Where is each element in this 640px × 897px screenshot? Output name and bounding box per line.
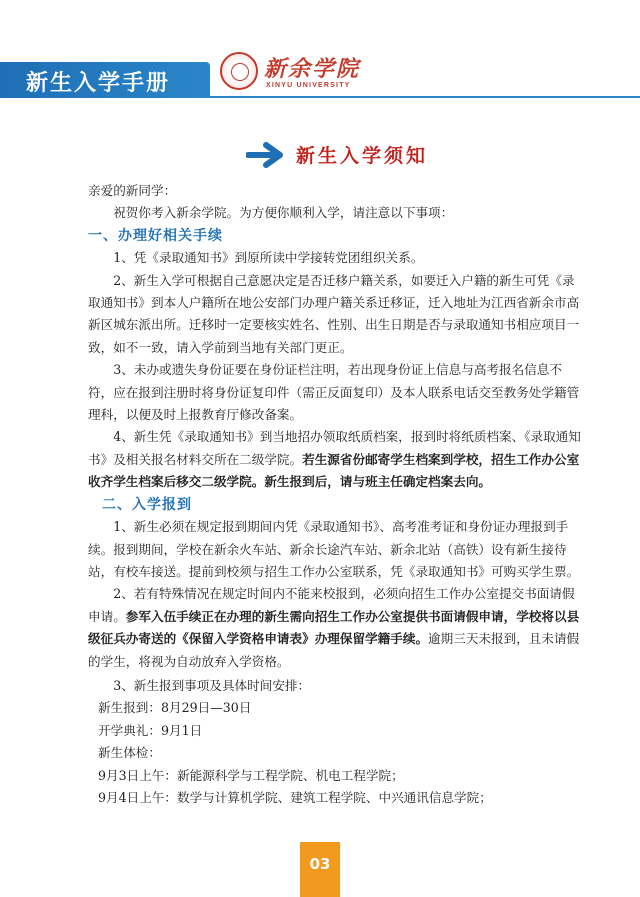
section-1-item-3: 3、未办或遗失身份证要在身份证栏注明，若出现身份证上信息与高考报名信息不符，应在报到注册时将身份证复印件（需正反面复印）及本人联系电话交至教务处学籍管理科，以便及时上报教育厅修改备案。 <box>88 362 580 423</box>
university-logo <box>220 52 380 96</box>
header-divider <box>210 96 640 98</box>
schedule-line: 开学典礼：9月1日 <box>98 722 203 738</box>
logo-english-name: XINYU UNIVERSITY <box>266 82 351 89</box>
header-bar <box>0 0 640 110</box>
section-2-item-2-emphasis: 参军入伍手续正在办理的新生需向招生工作办公室提供书面请假申请，学校将以县级征兵办寄送的《保留入学资格申请表》办理保留学籍手续。 <box>88 608 580 647</box>
schedule-line: 新生报到：8月29日—30日 <box>98 700 252 716</box>
university-seal-icon <box>220 52 258 90</box>
section-1-title: 一、办理好相关手续 <box>88 227 223 244</box>
section-1-item-1: 1、凭《录取通知书》到原所读中学接转党团组织关系。 <box>113 250 424 266</box>
section-2-item-3: 3、新生报到事项及具体时间安排： <box>113 677 311 693</box>
page-number: 03 <box>300 842 340 897</box>
section-2-item-2-tail: 逾期三天未报到，且未请假的学生，将视为自动放弃入学资格。 <box>88 631 580 669</box>
logo-chinese-name: 新余学院 <box>264 56 361 82</box>
section-1-item-2: 2、新生入学可根据自己意愿决定是否迁移户籍关系，如要迁入户籍的新生可凭《录取通知书》到本人户籍所在地公安部门办理户籍关系迁移证，迁入地址为江西省新余市高新区城东派出所。迁移时一定要核实姓名、性别、出生日期是否与录取通知书相应项目一致，如不一致，请入学前到当地有关部门更正。 <box>88 272 580 355</box>
section-1-item-4 <box>88 426 584 493</box>
section-1-item-4-text: 4、新生凭《录取通知书》到当地招办领取纸质档案，报到时将纸质档案、《录取通知书》及相关报名材料交所在二级学院。 <box>88 429 581 467</box>
section-1-item-4-emphasis: 若生源省份邮寄学生档案到学校，招生工作办公室收齐学生档案后移交二级学院。新生报到后，请与班主任确定档案去向。 <box>88 451 580 490</box>
section-2-item-2 <box>88 583 584 673</box>
section-2-title: 二、入学报到 <box>102 496 192 513</box>
intro-paragraph: 祝贺你考入新余学院。为方便你顺利入学，请注意以下事项： <box>113 205 454 221</box>
arrow-right-icon <box>246 142 286 168</box>
section-2-item-2-text: 2、若有特殊情况在规定时间内不能来校报到，必须向招生工作办公室提交书面请假申请。 <box>88 586 575 624</box>
section-heading <box>246 141 428 168</box>
schedule-line: 9月3日上午：新能源科学与工程学院、机电工程学院； <box>98 767 404 783</box>
schedule-line: 新生体检： <box>98 745 161 761</box>
section-2-item-1: 1、新生必须在规定报到期间内凭《录取通知书》、高考准考证和身份证办理报到手续。报到期间，学校在新余火车站、新余长途汽车站、新余北站（高铁）设有新生接待站，有校车接送。提前到校须与招生工作办公室联系，凭《录取通知书》可购买学生票。 <box>88 519 580 579</box>
page-title: 新生入学须知 <box>296 145 429 167</box>
header-title: 新生入学手册 <box>26 71 171 96</box>
greeting: 亲爱的新同学： <box>88 183 177 198</box>
schedule-line: 9月4日上午：数学与计算机学院、建筑工程学院、中兴通讯信息学院； <box>98 789 492 805</box>
document-body <box>88 180 584 809</box>
